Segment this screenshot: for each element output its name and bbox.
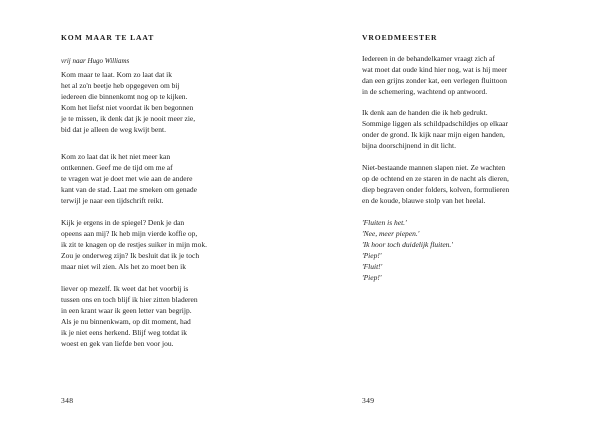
poem-line: bijna doorschijnend in dit licht. xyxy=(362,140,456,150)
poem-line: op de ochtend en ze staren in de nacht als dieren, xyxy=(362,173,509,183)
dialogue-line: 'Ik hoor toch duidelijk fluiten.' xyxy=(362,239,453,249)
dialogue-stanza xyxy=(362,218,453,283)
poem-line: Niet-bestaande mannen slapen niet. Ze wachten xyxy=(362,163,506,172)
poem-line: het al zo'n beetje heb opgegeven om bij xyxy=(61,80,180,90)
poem-line: iedereen die binnenkomt nog op te kijken. xyxy=(61,91,188,101)
poem-line: in de schemering, wachtend op antwoord. xyxy=(362,86,488,96)
poem-line: te vragen wat je doet met wie aan de andere xyxy=(61,173,193,183)
poem-line: wat moet dat oude kind hier nog, wat is hij meer xyxy=(362,64,508,74)
poem-line: Kijk je ergens in de spiegel? Denk je dan xyxy=(61,218,185,227)
stanza xyxy=(61,284,198,349)
poem-line: tussen ons en toch blijf ik hier zitten bladeren xyxy=(61,294,198,304)
page-number: 349 xyxy=(362,396,375,405)
poem-line: Zou je onderweg zijn? Ik besluit dat ik je toch xyxy=(61,250,200,260)
page-number: 348 xyxy=(61,396,74,405)
poem-line: Sommige liggen als schildpadschildjes op elkaar xyxy=(362,118,509,128)
poem-line: ik je niet eens herkend. Blijf weg totdat ik xyxy=(61,327,188,337)
stanza xyxy=(61,152,197,207)
left-page xyxy=(61,0,283,432)
poem-title: KOM MAAR TE LAAT xyxy=(61,33,155,42)
poem-line: je te missen, ik denk dat jk je nooit meer zie, xyxy=(61,113,196,123)
dialogue-line: 'Nee, meer piepen.' xyxy=(362,228,420,238)
poem-line: onder de grond. Ik kijk naar mijn eigen handen, xyxy=(362,129,505,139)
poem-line: Ik denk aan de handen die ik heb gedrukt. xyxy=(362,108,488,117)
poem-line: Als je nu binnenkwam, op dit moment, had xyxy=(61,316,191,326)
poem-line: in een krant waar ik geen letter van begrijp. xyxy=(61,305,192,315)
stanza xyxy=(362,108,508,152)
poem-line: kant van de stad. Laat me smeken om genade xyxy=(61,184,197,194)
poem-line: Kom het liefst niet voordat ik ben begonnen xyxy=(61,102,194,112)
poem-subtitle: vrij naar Hugo Williams xyxy=(61,57,130,65)
stanza xyxy=(362,54,507,98)
stanza xyxy=(61,70,195,135)
poem-line: woest en gek van liefde ben voor jou. xyxy=(61,338,174,348)
stanza xyxy=(61,218,207,273)
right-page xyxy=(362,0,588,432)
poem-line: terwijl je naar een tijdschrift reikt. xyxy=(61,195,164,205)
poem-line: liever op mezelf. Ik weet dat het voorbij is xyxy=(61,284,189,293)
dialogue-line: 'Fluit!' xyxy=(362,261,383,271)
stanza xyxy=(362,163,509,207)
poem-line: bid dat je alleen de weg kwijt bent. xyxy=(61,124,166,134)
poem-line: dan een grijns zonder kat, een verlegen fluittoon xyxy=(362,75,507,85)
poem-line: Iedereen in de behandelkamer vraagt zich af xyxy=(362,54,495,63)
poem-line: opeens aan mij? Ik heb mijn vierde koffie op, xyxy=(61,228,198,238)
dialogue-line: 'Fluiten is het.' xyxy=(362,218,407,227)
poem-line: diep begraven onder folders, kolven, formulieren xyxy=(362,184,510,194)
poem-line: ik zit te knagen op de restjes suiker in mijn mok. xyxy=(61,239,208,249)
poem-line: Kom zo laat dat ik het niet meer kan xyxy=(61,152,171,161)
poem-line: en de koude, blauwe stolp van het heelal. xyxy=(362,195,486,205)
poem-title: VROEDMEESTER xyxy=(362,33,438,42)
poem-line: maar niet wil zien. Als het zo moet ben ik xyxy=(61,261,186,271)
poem-line: ontkennen. Geef me de tijd om me af xyxy=(61,162,173,172)
dialogue-line: 'Piep!' xyxy=(362,250,382,260)
poem-line: Kom maar te laat. Kom zo laat dat ik xyxy=(61,70,173,79)
dialogue-line: 'Piep!' xyxy=(362,272,382,282)
